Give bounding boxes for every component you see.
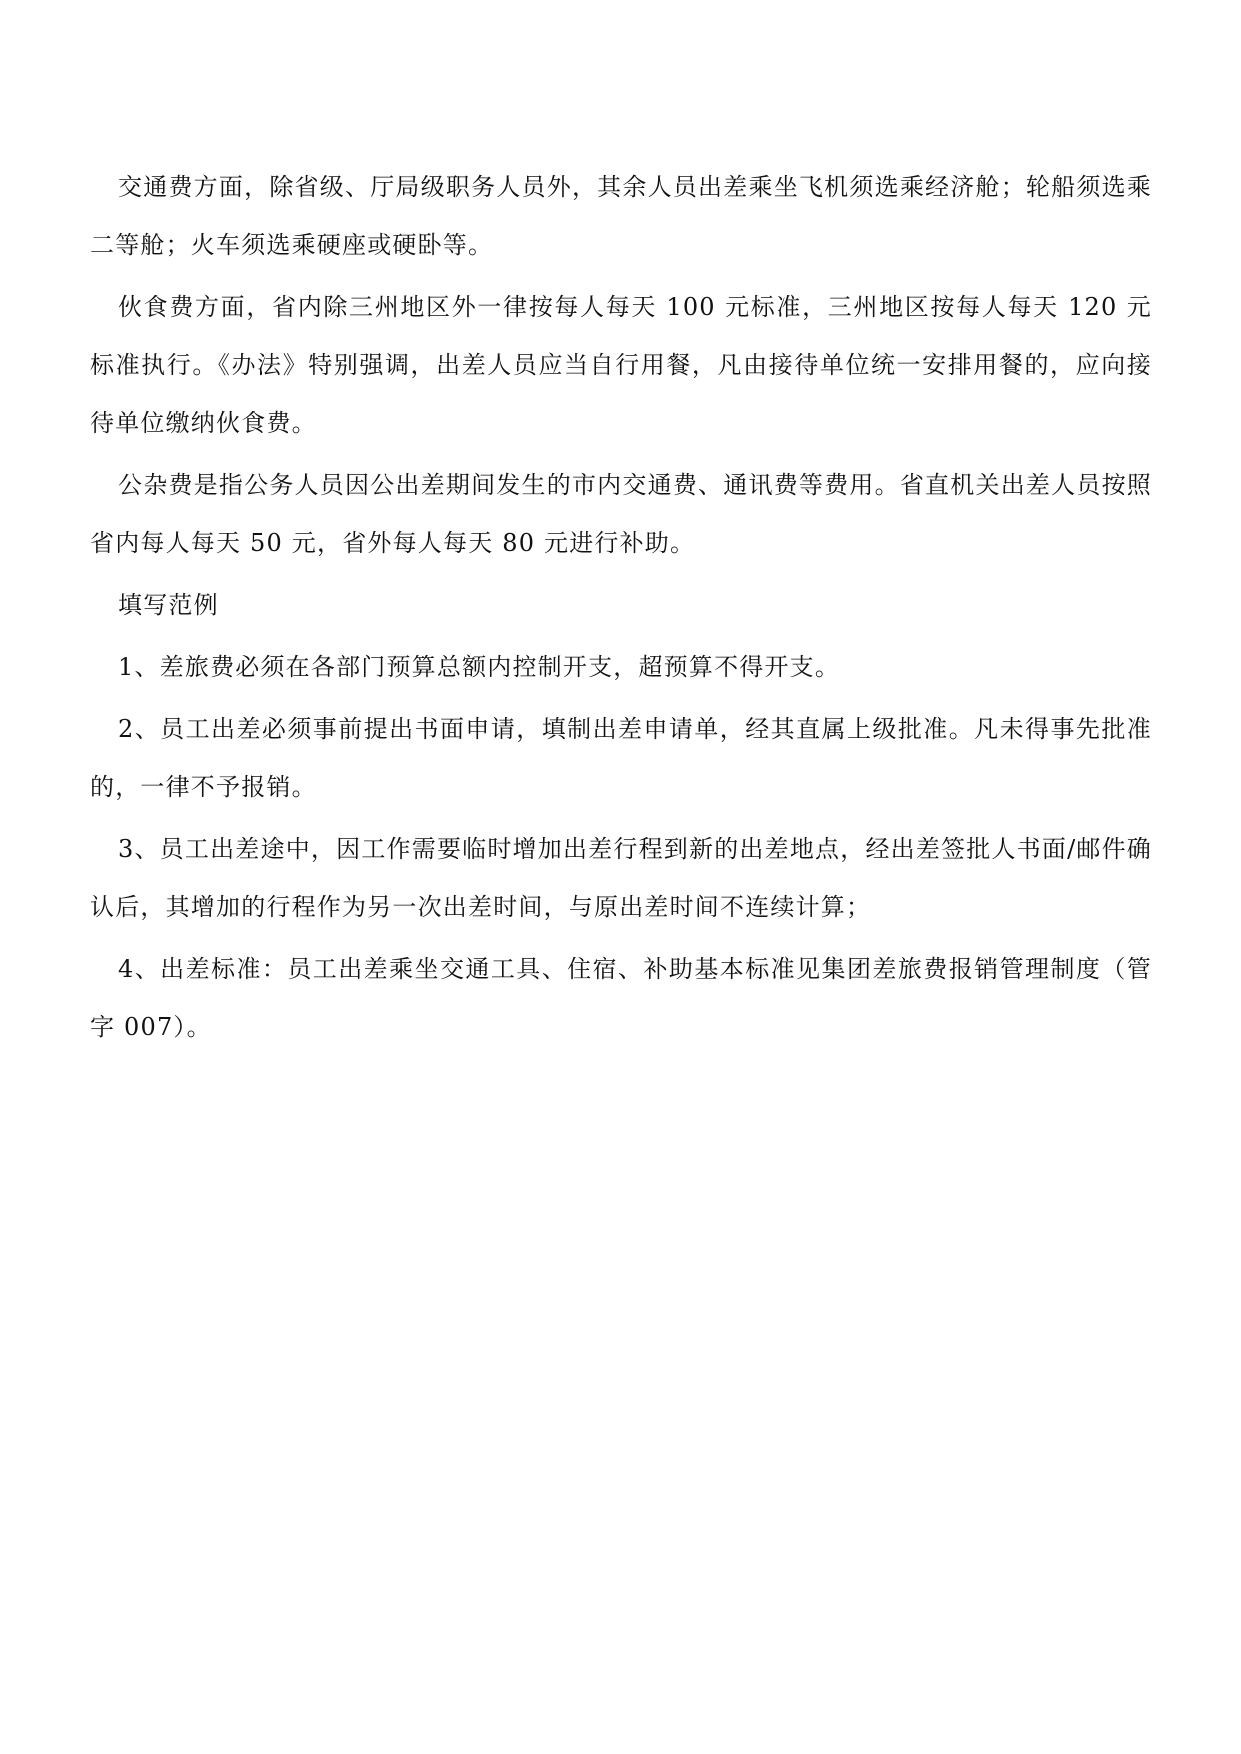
paragraph-transport-fee: 交通费方面，除省级、厅局级职务人员外，其余人员出差乘坐飞机须选乘经济舱；轮船须选乘二等舱；火车须选乘硬座或硬卧等。 <box>90 173 1152 259</box>
document-body <box>90 158 1152 1060</box>
paragraph-misc-fee: 公杂费是指公务人员因公出差期间发生的市内交通费、通讯费等费用。省直机关出差人员按照省内每人每天 50 元，省外每人每天 80 元进行补助。 <box>90 471 1152 557</box>
section-heading-example: 填写范例 <box>118 591 219 619</box>
list-item-4: 4、出差标准：员工出差乘坐交通工具、住宿、补助基本标准见集团差旅费报销管理制度（管字 007）。 <box>90 955 1152 1041</box>
paragraph-meal-fee: 伙食费方面，省内除三州地区外一律按每人每天 100 元标准，三州地区按每人每天 120 元标准执行。《办法》特别强调，出差人员应当自行用餐，凡由接待单位统一安排用餐的，应向接待单位缴纳伙食费。 <box>90 293 1152 437</box>
list-item-3: 3、员工出差途中，因工作需要临时增加出差行程到新的出差地点，经出差签批人书面/邮件确认后，其增加的行程作为另一次出差时间，与原出差时间不连续计算； <box>90 835 1152 921</box>
list-item-1: 1、差旅费必须在各部门预算总额内控制开支，超预算不得开支。 <box>118 653 841 681</box>
list-item-2: 2、员工出差必须事前提出书面申请，填制出差申请单，经其直属上级批准。凡未得事先批准的，一律不予报销。 <box>90 715 1152 801</box>
